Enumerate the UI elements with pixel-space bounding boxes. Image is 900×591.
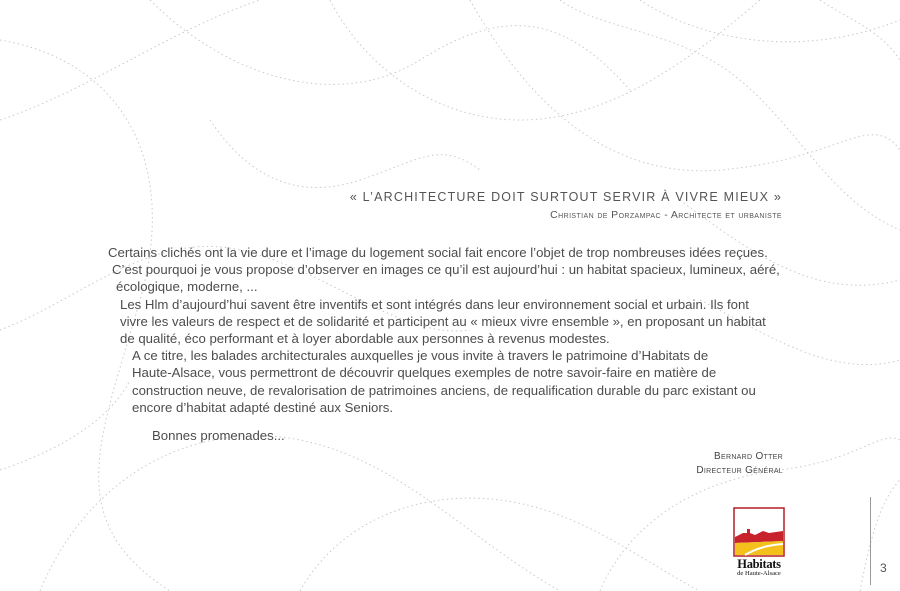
paragraph-line: Certains clichés ont la vie dure et l’image du logement social fait encore l’objet de trop nombreuses idées reçues. [108,245,768,260]
paragraph-line: construction neuve, de revalorisation de patrimoines anciens, de requalification durable du parc existant ou [132,382,756,398]
paragraph-line: vivre les valeurs de respect et de solidarité et participent au « mieux vivre ensemble », en proposant un habitat [120,313,766,329]
paragraph-3 [108,347,784,416]
quote-block [350,190,782,221]
page-number: 3 [880,561,887,575]
quote-author: Christian de Porzampac - Architecte et urbaniste [550,209,782,221]
paragraph-line: C’est pourquoi je vous propose d’observer en images ce qu’il est aujourd’hui : un habitat spacieux, lumineux, aéré, [112,262,780,278]
logo-subtitle: de Haute-Alsace [737,570,781,577]
logo-house-icon [733,507,785,557]
paragraph-2 [108,296,784,348]
paragraph-line: A ce titre, les balades architecturales auxquelles je vous invite à travers le patrimoine d’Habitats de [132,348,709,364]
page-divider [870,497,871,585]
paragraph-line: de qualité, éco performant et à loyer abordable aux personnes à revenus modestes. [120,331,610,347]
paragraph-1 [108,244,784,296]
editorial-text [108,244,784,416]
signature-block [696,450,783,478]
paragraph-line: encore d’habitat adapté destiné aux Seniors. [132,399,394,415]
quote-text: « L’ARCHITECTURE DOIT SURTOUT SERVIR À VIVRE MIEUX » [349,190,782,204]
logo-name: Habitats [737,557,781,571]
paragraph-line: Haute-Alsace, vous permettront de découvrir quelques exemples de notre savoir-faire en matière de [132,365,717,381]
paragraph-line: écologique, moderne, ... [116,279,258,295]
signature-title: Directeur Général [696,465,783,476]
signature-name: Bernard Otter [714,451,783,462]
habitats-logo [733,507,785,578]
paragraph-line: Les Hlm d’aujourd’hui savent être inventifs et sont intégrés dans leur environnement social et urbain. Ils font [120,296,749,312]
closing-line: Bonnes promenades... [152,428,285,443]
